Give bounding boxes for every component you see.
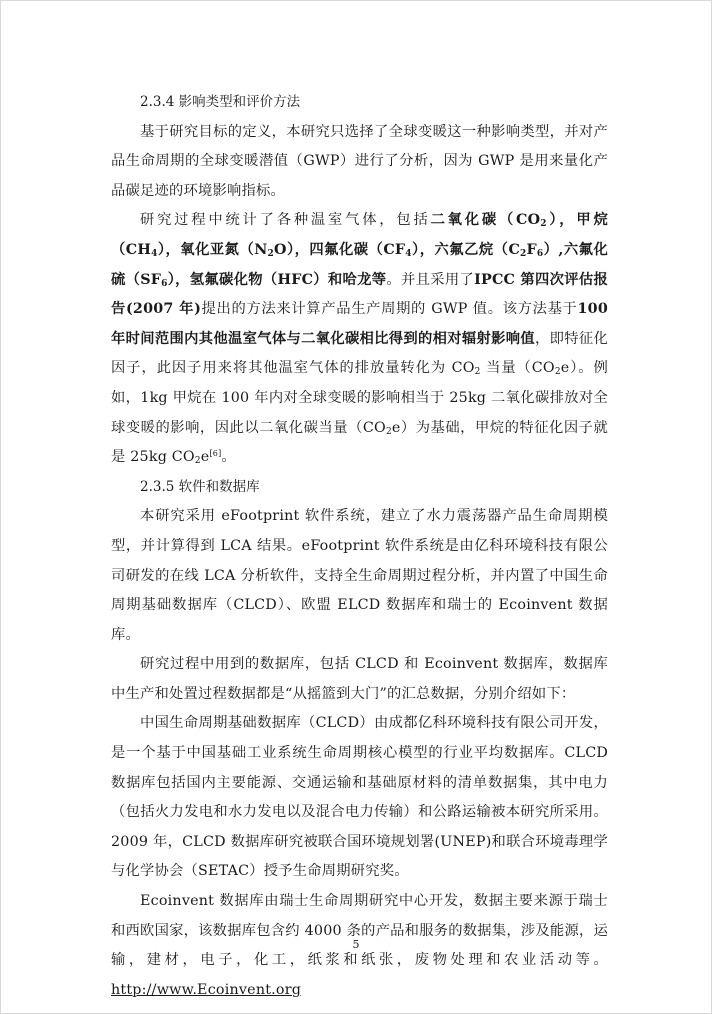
section-heading-2-3-5: 2.3.5 软件和数据库 bbox=[140, 478, 260, 495]
ecoinvent-link[interactable]: http://www.Ecoinvent.org bbox=[111, 981, 302, 998]
paragraph-databases-intro: 研究过程中用到的数据库，包括 CLCD 和 Ecoinvent 数据库，数据库中生产和处置过程数据都是“从摇篮到大门”的汇总数据，分别介绍如下： bbox=[111, 656, 608, 702]
paragraph-ecoinvent: Ecoinvent 数据库由瑞士生命周期研究中心开发，数据主要来源于瑞士和西欧国家，该数据库包含约 4000 条的产品和服务的数据集，涉及能源，运输，建材，电子，化工，纸浆和纸张，废物处理和农业活动等。http://www.Ecoinvent.org bbox=[111, 893, 608, 998]
paragraph-clcd: 中国生命周期基础数据库（CLCD）由成都亿科环境科技有限公司开发，是一个基于中国基础工业系统生命周期核心模型的行业平均数据库。CLCD 数据库包括国内主要能源、交通运输和基础原材料的清单数据集，其中电力（包括火力发电和水力发电以及混合电力传输）和公路运输被本研究所采用。2009 年，CLCD 数据库研究被联合国环境规划署(UNEP)和联合环境毒理学与化学协会（SETAC）授予生命周期研究奖。 bbox=[111, 715, 608, 880]
paragraph-efootprint: 本研究采用 eFootprint 软件系统，建立了水力震荡器产品生命周期模型，并计算得到 LCA 结果。eFootprint 软件系统是由亿科环境科技有限公司研发的在线 LCA 分析软件，支持全生命周期过程分析，并内置了中国生命周期基础数据库（CLCD）、欧盟 ELCD 数据库和瑞士的 Ecoinvent 数据库。 bbox=[111, 508, 608, 643]
paragraph-impact-type: 基于研究目标的定义，本研究只选择了全球变暖这一种影响类型，并对产品生命周期的全球变暖潜值（GWP）进行了分析，因为 GWP 是用来量化产品碳足迹的环境影响指标。 bbox=[111, 123, 608, 199]
section-heading-2-3-4: 2.3.4 影响类型和评价方法 bbox=[140, 94, 301, 110]
citation-ref: [6] bbox=[209, 449, 222, 459]
document-body bbox=[111, 88, 608, 1005]
page-number: 5 bbox=[352, 938, 360, 951]
paragraph-greenhouse-gases: 研究过程中统计了各种温室气体，包括二氧化碳$(CO_2)$，甲烷$(CH_4)$，氧化亚氮$(N_2O)$，四氟化碳$(CF_4)$，六氟乙烷$(C_2F_6)$,六氟化硫$(SF_6)$，氢氟碳化物（HFC）和哈龙等。并且采用了IPCC 第四次评估报告(2007 年)提出的方法来计算产品生产周期的 GWP 值。该方法基于100 年时间范围内其他温室气体与二氧化碳相比得到的相对辐射影响值，即特征化因子，此因子用来将其他温室气体的排放量转化为 $CO_2$ 当量$(CO_2e)$。例如，1kg 甲烷在 100 年内对全球变暖的影响相当于 25kg 二氧化碳排放对全球变暖的影响，因此以二氧化碳当量$(CO_2e)$为基础，甲烷的特征化因子就是 25kg $CO_2e[6]$。 bbox=[111, 212, 609, 467]
